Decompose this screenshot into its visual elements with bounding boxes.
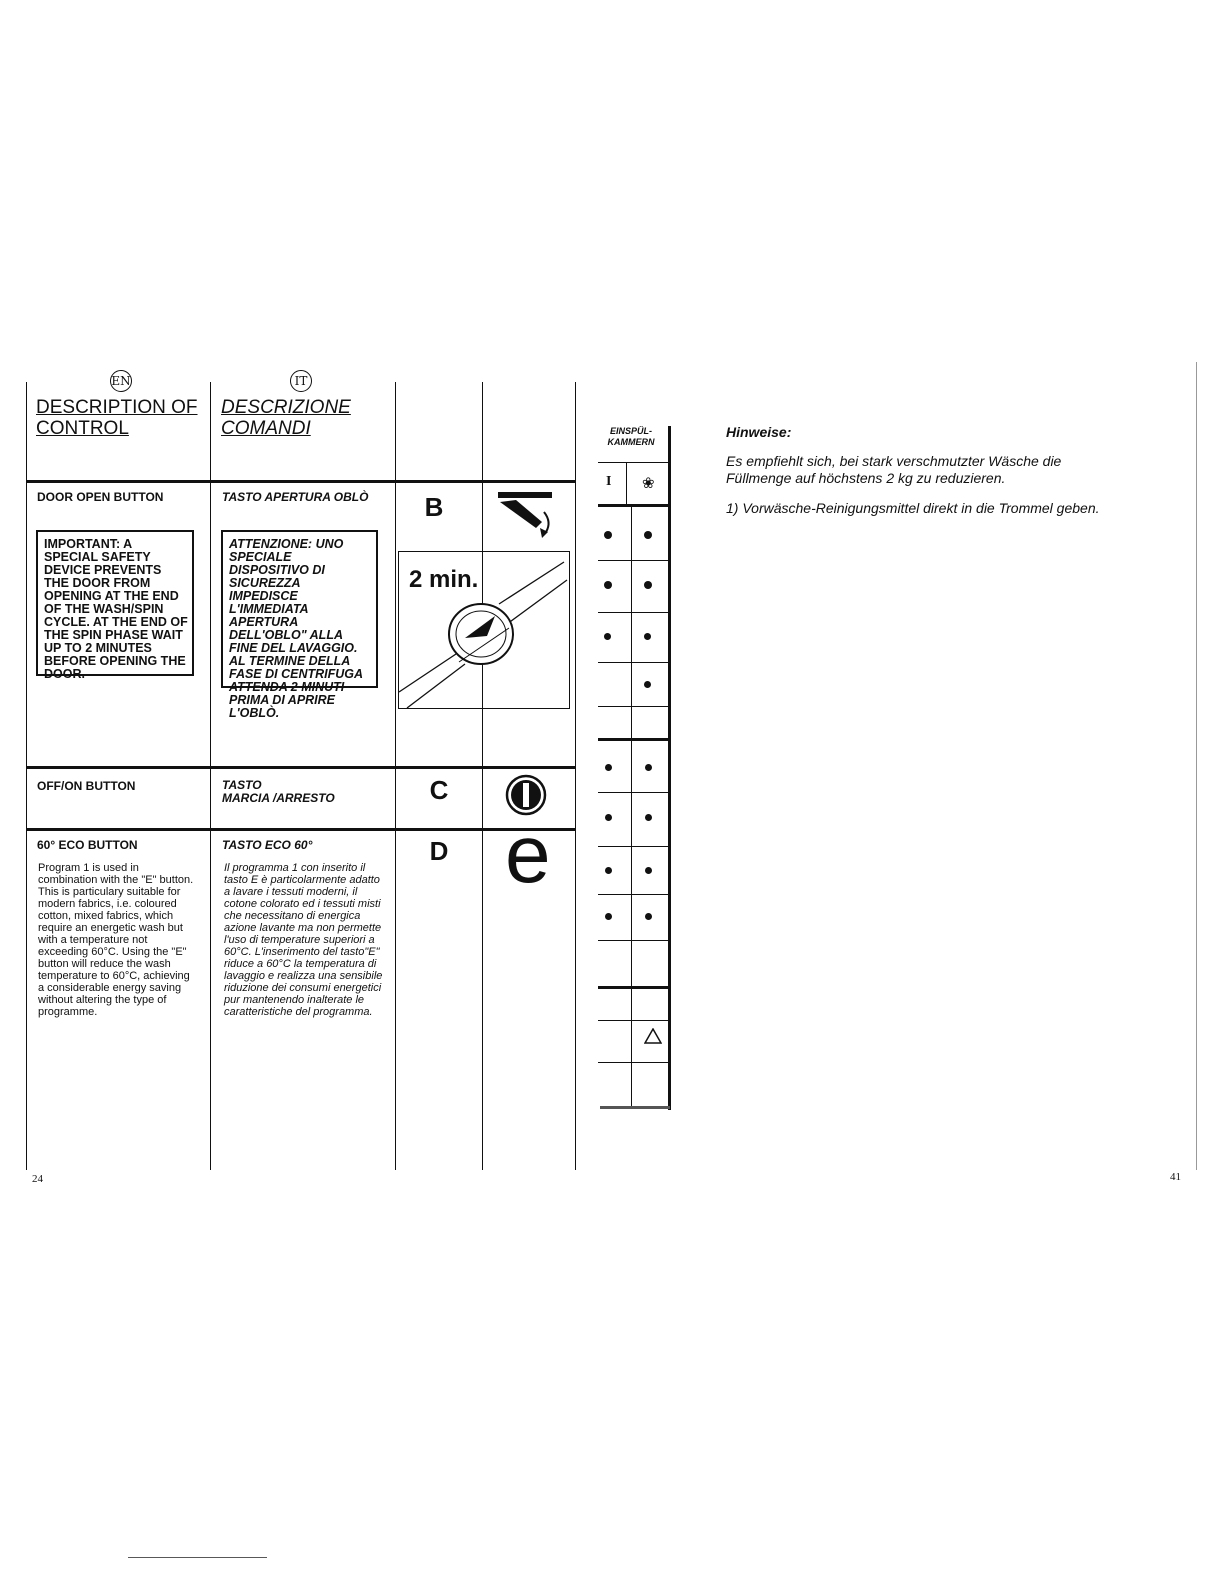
table-rule: [598, 612, 668, 613]
table-dot: [605, 867, 612, 874]
page-edge-rule: [1196, 362, 1197, 1170]
table-rule: [598, 560, 668, 561]
table-dot: [644, 633, 651, 640]
column-rule: [210, 382, 211, 1170]
column-rule: [575, 382, 576, 1170]
lang-badge-it: IT: [290, 370, 312, 392]
table-rule: [598, 940, 668, 941]
col-header-1: I: [606, 474, 612, 489]
table-dot: [645, 764, 652, 771]
door-open-label-it: TASTO APERTURA OBLÒ: [222, 490, 369, 504]
hinweise-title: Hinweise:: [726, 424, 792, 440]
en-title-line2: CONTROL: [36, 418, 129, 439]
table-dot: [645, 814, 652, 821]
door-open-label-en: DOOR OPEN BUTTON: [37, 490, 164, 504]
page-number-left: 24: [32, 1173, 43, 1185]
table-rule: [598, 792, 668, 793]
table-header: EINSPÜL-KAMMERN: [607, 426, 655, 447]
door-open-icon: [496, 492, 560, 547]
table-dot: [605, 814, 612, 821]
table-col-divider: [631, 506, 632, 1106]
table-rule: [598, 894, 668, 895]
lang-badge-en: EN: [110, 370, 132, 392]
column-rule: [26, 382, 27, 1170]
onoff-label-it: [222, 779, 335, 805]
table-rule: [598, 706, 668, 707]
table-col-divider: [626, 462, 627, 506]
flower-icon: ❀: [642, 475, 655, 492]
table-dot: [645, 913, 652, 920]
table-rule: [598, 1062, 668, 1063]
row-rule: [26, 828, 576, 831]
table-dot: [605, 913, 612, 920]
table-dot: [644, 581, 652, 589]
table-bottom-rule: [600, 1106, 670, 1109]
warning-box-it: ATTENZIONE: UNO SPECIALE DISPOSITIVO DI SICUREZZA IMPEDISCE L'IMMEDIATA APERTURA DELL'OBLO" ALLA FINE DEL LAVAGGIO. AL TERMINE DELLA FASE DI CENTRIFUGA ATTENDA 2 MINUTI PRIMA DI APRIRE L'OBLÒ.: [221, 530, 378, 688]
it-title: [221, 397, 351, 439]
watch-illustration: [398, 551, 570, 709]
watch-time-label: 2 min.: [409, 566, 479, 593]
table-dot: [605, 764, 612, 771]
onoff-label-en: OFF/ON BUTTON: [37, 779, 136, 793]
table-rule: [598, 462, 668, 463]
table-rule: [598, 986, 670, 989]
warning-box-en: IMPORTANT: A SPECIAL SAFETY DEVICE PREVENTS THE DOOR FROM OPENING AT THE END OF THE WASH/SPIN CYCLE. AT THE END OF THE SPIN PHASE WAIT UP TO 2 MINUTES BEFORE OPENING THE DOOR.: [36, 530, 194, 676]
column-rule: [395, 382, 396, 1170]
eco-label-en: 60° ECO BUTTON: [37, 838, 138, 852]
table-right-border: [668, 426, 671, 1110]
table-rule: [598, 846, 668, 847]
table-dot: [604, 633, 611, 640]
table-rule: [598, 738, 670, 741]
table-rule: [598, 1020, 668, 1021]
table-dot: [604, 581, 612, 589]
table-rule: [598, 662, 668, 663]
eco-description-it: Il programma 1 con inserito il tasto E è particolarmente adatto a lavare i tessuti moderni, il cotone colorato ed i tessuti misti che necessitano di energica azione lavante ma non permette l'uso di temperature superiori a 60°C. L'inserimento del tasto"E" riduce a 60°C la temperatura di lavaggio e realizza una sensibile riduzione dei consumi energetici pur mantenendo inalterate le caratteristiche del programma.: [224, 862, 383, 1018]
hinweise-note-1: Es empfiehlt sich, bei stark verschmutzter Wäsche die Füllmenge auf höchstens 2 kg zu reduzieren.: [726, 453, 1062, 486]
control-letter-c: C: [429, 775, 449, 805]
column-rule: [482, 382, 483, 1170]
row-rule: [26, 766, 576, 769]
en-title: [36, 397, 198, 439]
eco-e-icon: e: [505, 809, 551, 900]
bottom-link-underline: [128, 1557, 267, 1558]
en-title-line1: DESCRIPTION OF: [36, 397, 198, 418]
row-rule: [26, 480, 576, 483]
triangle-icon: [644, 1028, 662, 1049]
table-dot: [644, 531, 652, 539]
it-title-line2: COMANDI: [221, 418, 311, 439]
eco-label-it: TASTO ECO 60°: [222, 838, 313, 852]
table-rule: [598, 504, 670, 507]
hinweise-note-2: 1) Vorwäsche-Reinigungsmittel direkt in die Trommel geben.: [726, 500, 1100, 516]
control-letter-b: B: [424, 492, 444, 522]
table-dot: [645, 867, 652, 874]
table-dot: [604, 531, 612, 539]
eco-description-en: Program 1 is used in combination with the "E" button. This is particulary suitable for modern fabrics, i.e. coloured cotton, mixed fabrics, which require an energetic wash but with a temperature not exceeding 60°C. Using the "E" button will reduce the wash temperature to 60°C, achieving a considerable energy saving without altering the type of programme.: [38, 862, 194, 1018]
table-dot: [644, 681, 651, 688]
it-title-line1: DESCRIZIONE: [221, 397, 351, 418]
onoff-label-it-line2: MARCIA /ARRESTO: [222, 791, 335, 805]
page-number-right: 41: [1170, 1171, 1181, 1183]
onoff-label-it-line1: TASTO: [222, 778, 262, 792]
control-letter-d: D: [429, 836, 449, 866]
